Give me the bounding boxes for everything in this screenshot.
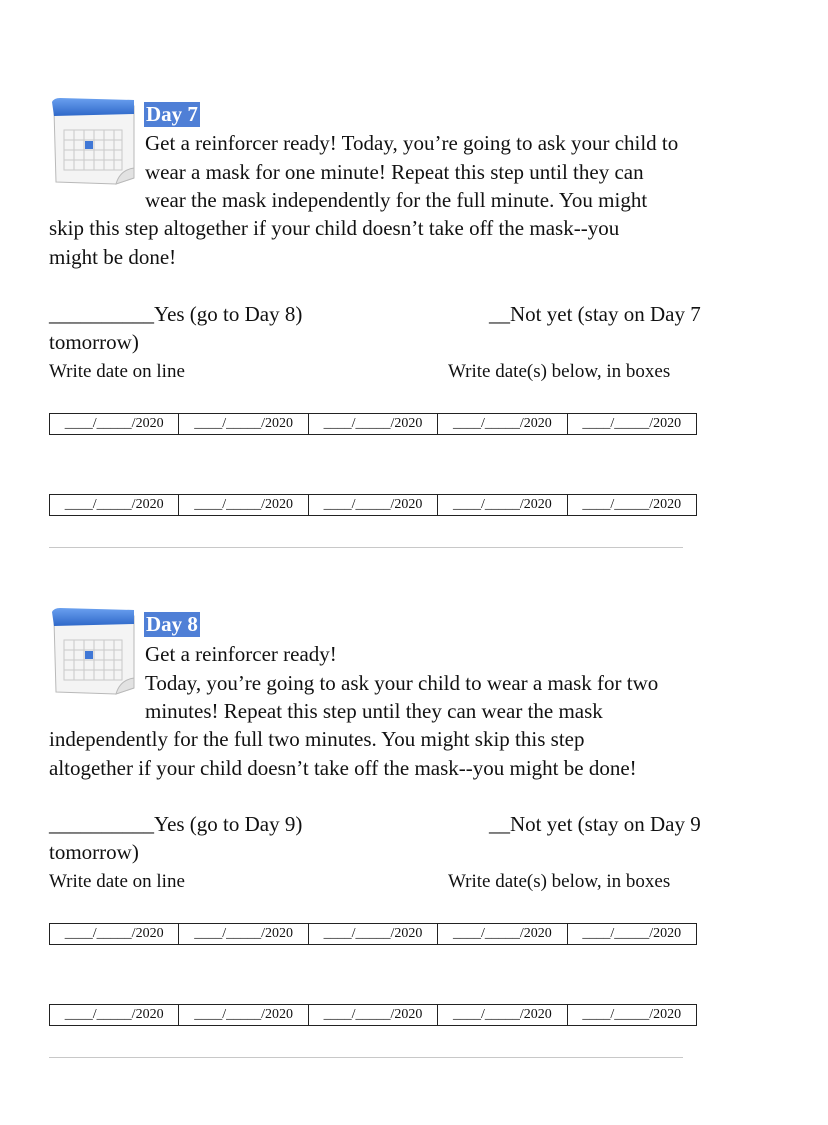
paragraph-line: Today, you’re going to ask your child to wear a mask for two — [145, 671, 659, 695]
not-yet-option: __Not yet (stay on Day 7 — [489, 302, 701, 326]
date-box[interactable]: ____/_____/2020 — [179, 414, 308, 435]
not-yet-continuation: tomorrow) — [49, 330, 139, 354]
yes-option: __________Yes (go to Day 8) — [49, 302, 303, 326]
date-box[interactable]: ____/_____/2020 — [567, 1005, 696, 1026]
calendar-icon — [50, 606, 136, 698]
date-box[interactable]: ____/_____/2020 — [567, 924, 696, 945]
paragraph-line: minutes! Repeat this step until they can wear the mask — [145, 699, 603, 723]
paragraph-line: might be done! — [49, 245, 177, 269]
day-title: Day 7 — [146, 102, 198, 126]
date-box[interactable]: ____/_____/2020 — [179, 495, 308, 516]
paragraph-line: Get a reinforcer ready! — [145, 642, 337, 666]
date-box[interactable]: ____/_____/2020 — [50, 924, 179, 945]
paragraph-line: wear a mask for one minute! Repeat this step until they can — [145, 160, 644, 184]
write-date-line-label: Write date on line — [49, 871, 185, 892]
paragraph-line: skip this step altogether if your child doesn’t take off the mask--you — [49, 216, 620, 240]
paragraph-line: wear the mask independently for the full minute. You might — [145, 188, 648, 212]
paragraph-line: independently for the full two minutes. You might skip this step — [49, 727, 585, 751]
date-boxes-row-1 — [49, 923, 697, 945]
date-box[interactable]: ____/_____/2020 — [50, 495, 179, 516]
write-date-boxes-label: Write date(s) below, in boxes — [448, 871, 671, 892]
section-divider — [49, 1057, 683, 1058]
write-date-line-label: Write date on line — [49, 361, 185, 382]
date-boxes-row-2 — [49, 1004, 697, 1026]
not-yet-continuation: tomorrow) — [49, 840, 139, 864]
date-box[interactable]: ____/_____/2020 — [308, 495, 437, 516]
date-box[interactable]: ____/_____/2020 — [567, 495, 696, 516]
write-date-boxes-label: Write date(s) below, in boxes — [448, 361, 671, 382]
day-title: Day 8 — [146, 612, 198, 636]
date-box[interactable]: ____/_____/2020 — [438, 1005, 567, 1026]
yes-option: __________Yes (go to Day 9) — [49, 812, 303, 836]
date-box[interactable]: ____/_____/2020 — [438, 414, 567, 435]
date-box[interactable]: ____/_____/2020 — [179, 924, 308, 945]
date-box[interactable]: ____/_____/2020 — [438, 924, 567, 945]
paragraph-line: altogether if your child doesn’t take off the mask--you might be done! — [49, 756, 637, 780]
date-box[interactable]: ____/_____/2020 — [308, 924, 437, 945]
date-box[interactable]: ____/_____/2020 — [308, 1005, 437, 1026]
date-box[interactable]: ____/_____/2020 — [179, 1005, 308, 1026]
date-box[interactable]: ____/_____/2020 — [567, 414, 696, 435]
date-box[interactable]: ____/_____/2020 — [50, 1005, 179, 1026]
not-yet-option: __Not yet (stay on Day 9 — [489, 812, 701, 836]
date-box[interactable]: ____/_____/2020 — [438, 495, 567, 516]
paragraph-line: Get a reinforcer ready! Today, you’re going to ask your child to — [145, 131, 679, 155]
date-box[interactable]: ____/_____/2020 — [308, 414, 437, 435]
date-box[interactable]: ____/_____/2020 — [50, 414, 179, 435]
